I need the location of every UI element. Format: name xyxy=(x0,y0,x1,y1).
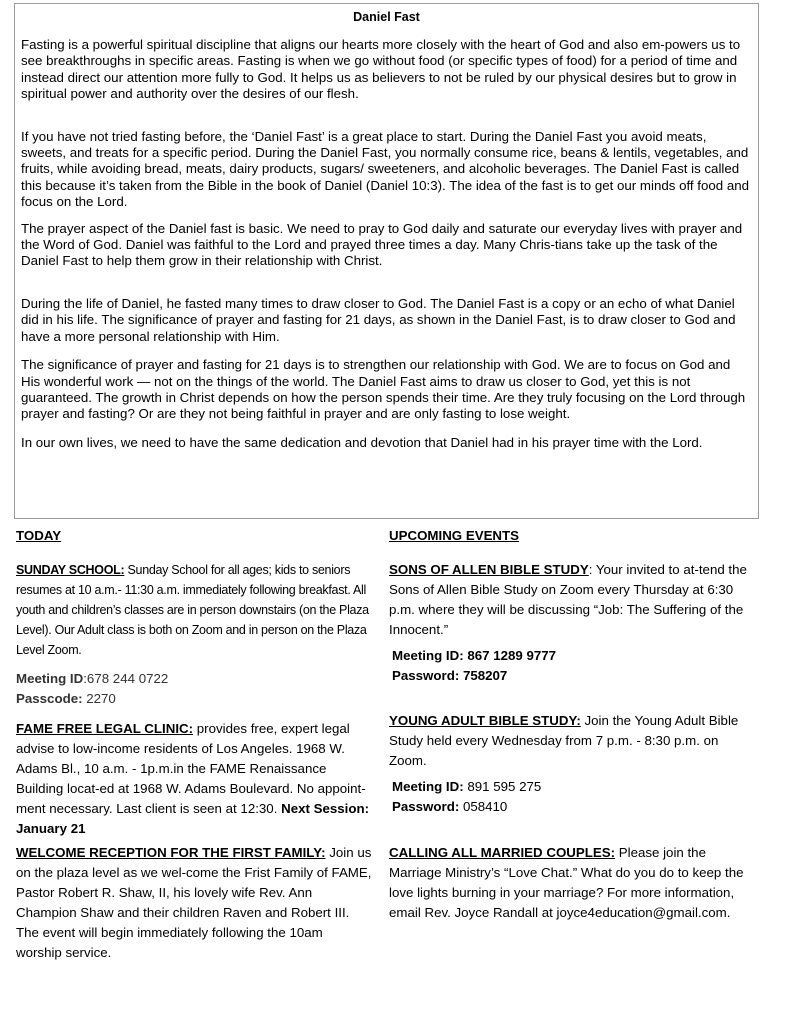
meeting-id-label: Meeting ID xyxy=(16,671,84,686)
fast-paragraph-6: In our own lives, we need to have the same dedication and devotion that Daniel had in his prayer time with the Lord. xyxy=(21,434,703,450)
fast-paragraph-4: During the life of Daniel, he fasted many times to draw closer to God. The Daniel Fast is a copy or an echo of what Daniel did in his life. The significance of prayer and fasting for 21 days, as shown in the Daniel Fast, is to draw closer to God and have a more personal relationship with Him. xyxy=(21,295,736,344)
sons-of-allen-label: SONS OF ALLEN BIBLE STUDY xyxy=(389,562,589,577)
sons-of-allen-meeting-id: Meeting ID: 867 1289 9777 xyxy=(392,648,557,663)
young-adult-password-label: Password: xyxy=(392,799,460,814)
legal-clinic-text: provides free, expert legal advise to low-income residents of Los Angeles. 1968 W. Adams Bl., 10 a.m. - 1p.m.in the FAME Renaissance Building locat-ed at 1968 W. Adams Boulevard. No appoint-ment necessary. Last client is seen at 12:30. xyxy=(16,721,366,816)
upcoming-column xyxy=(389,524,759,923)
sunday-school-label: SUNDAY SCHOOL: xyxy=(16,563,125,577)
young-adult-item xyxy=(389,711,759,771)
daniel-fast-box xyxy=(14,3,759,519)
young-adult-password-value: 058410 xyxy=(459,799,508,814)
sunday-school-passcode xyxy=(16,689,372,709)
meeting-id-value: :678 244 0722 xyxy=(83,671,169,686)
fast-paragraph-1: Fasting is a powerful spiritual discipline that aligns our hearts more closely with the heart of God and also em-powers us to see breakthroughs in specific areas. Fasting is when we go without food (or specific types of food) for a period of time and instead direct our attention more fully to God. It helps us as believers to not be ruled by our physical desires but to grow in spiritual power and authority over the desires of our flesh. xyxy=(21,37,741,102)
welcome-reception-text: Join us on the plaza level as we wel-come the Frist Family of FAME, Pastor Robert R. Shaw, II, his lovely wife Rev. Ann Champion Shaw and their children Raven and Robert III. The event will begin immediately following the 10am worship service. xyxy=(16,845,372,960)
fast-paragraph-2: If you have not tried fasting before, the ‘Daniel Fast’ is a great place to start. During the Daniel Fast you avoid meats, sweets, and treats for a specific period. During the Daniel Fast, you normally consume rice, beans & lentils, vegetables, and fruits, while avoiding bread, meats, dairy products, sugars/ sweeteners, and alcoholic beverages. The Daniel Fast is called this because it’s taken from the Bible in the book of Daniel (Daniel 10:3). The idea of the fast is to get our minds off food and focus on the Lord. xyxy=(21,128,750,210)
sunday-school-item xyxy=(16,560,372,660)
sunday-school-text: Sunday School for all ages; kids to seniors resumes at 10 a.m.- 11:30 a.m. immediately following breakfast. All youth and children’s classes are in person downstairs (on the Plaza Level). Our Adult class is both on Zoom and in person on the Plaza Level Zoom. xyxy=(16,563,369,657)
sons-of-allen-item xyxy=(389,560,759,640)
young-adult-password xyxy=(389,797,759,817)
sunday-school-meeting-id xyxy=(16,669,372,689)
married-couples-text: Please join the Marriage Ministry’s “Love Chat.” What do you do to keep the love lights burning in your marriage? For more information, email Rev. Joyce Randall at joyce4education@gmail.com. xyxy=(389,845,744,920)
sons-of-allen-text: : Your invited to at-tend the Sons of Allen Bible Study on Zoom every Thursday at 6:30 p.m. where they will be discussing “Job: The Suffering of the Innocent.” xyxy=(389,562,747,637)
young-adult-meeting-id-label: Meeting ID: xyxy=(392,779,464,794)
young-adult-meeting-id-value: 891 595 275 xyxy=(463,779,542,794)
welcome-reception-label: WELCOME RECEPTION FOR THE FIRST FAMILY: xyxy=(16,845,326,860)
today-column xyxy=(16,524,372,963)
upcoming-heading: UPCOMING EVENTS xyxy=(389,528,520,543)
daniel-fast-title: Daniel Fast xyxy=(353,10,420,24)
young-adult-text: Join the Young Adult Bible Study held every Wednesday from 7 p.m. - 8:30 p.m. on Zoom. xyxy=(389,713,739,768)
legal-clinic-item xyxy=(16,719,372,839)
legal-clinic-next-session: Next Session: January 21 xyxy=(16,801,370,836)
passcode-label: Passcode: xyxy=(16,691,83,706)
legal-clinic-label: FAME FREE LEGAL CLINIC: xyxy=(16,721,194,736)
fast-paragraph-5: The significance of prayer and fasting for 21 days is to strengthen our relationship with God. We are to focus on God and His wonderful work — not on the things of the world. The Daniel Fast aims to draw us closer to God, yet this is not guaranteed. The growth in Christ depends on how the person spends their time. Are they truly focusing on the Lord through prayer and fasting? Or are they not being faithful in prayer and are only fasting to lose weight. xyxy=(21,357,746,422)
sons-of-allen-password: Password: 758207 xyxy=(392,668,508,683)
fast-paragraph-3: The prayer aspect of the Daniel fast is basic. We need to pray to God daily and saturate our everyday lives with prayer and the Word of God. Daniel was faithful to the Lord and prayed three times a day. Many Chris-tians take up the task of the Daniel Fast to help them grow in their relationship with Christ. xyxy=(21,220,743,269)
young-adult-meeting-id xyxy=(389,777,759,797)
passcode-value: 2270 xyxy=(82,691,116,706)
today-heading: TODAY xyxy=(16,528,62,543)
welcome-reception-item xyxy=(16,843,372,963)
young-adult-label: YOUNG ADULT BIBLE STUDY: xyxy=(389,713,581,728)
married-couples-label: CALLING ALL MARRIED COUPLES: xyxy=(389,845,616,860)
married-couples-item xyxy=(389,843,759,923)
